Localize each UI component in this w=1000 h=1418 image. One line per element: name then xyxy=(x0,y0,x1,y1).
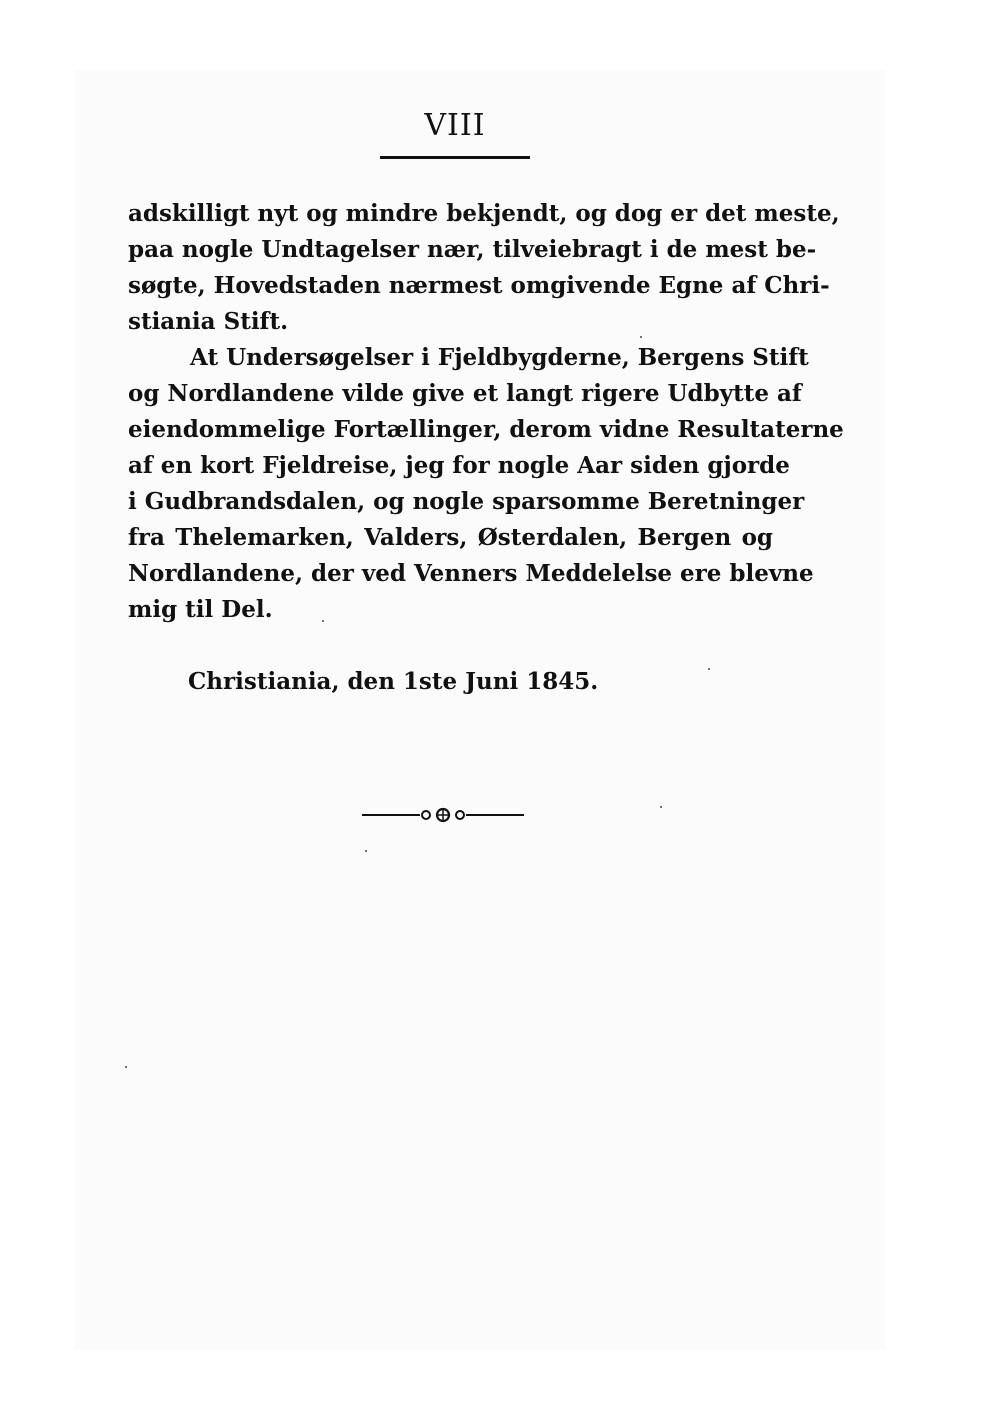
text-line: paa nogle Undtagelser nær, tilveiebragt i de mest be- xyxy=(128,236,817,263)
place-date-signature: Christiania, den 1ste Juni 1845. xyxy=(188,668,599,695)
text-line: Nordlandene, der ved Venners Meddelelse ere blevne xyxy=(128,560,814,587)
paper-speck xyxy=(365,850,367,852)
text-line: stiania Stift. xyxy=(128,308,289,335)
text-line: og Nordlandene vilde give et langt rigere Udbytte af xyxy=(128,380,802,407)
page-number: VIII xyxy=(424,108,486,143)
text-line: af en kort Fjeldreise, jeg for nogle Aar siden gjorde xyxy=(128,452,790,479)
body-text xyxy=(128,196,844,628)
paper-speck xyxy=(708,668,710,670)
paper-speck xyxy=(322,620,324,622)
text-line: adskilligt nyt og mindre bekjendt, og dog er det meste, xyxy=(128,200,840,227)
text-line: søgte, Hovedstaden nærmest omgivende Egne af Chri- xyxy=(128,272,830,299)
paper-speck xyxy=(640,336,642,338)
text-line: At Undersøgelser i Fjeldbygderne, Bergens Stift xyxy=(190,344,809,371)
paragraph-1 xyxy=(128,196,840,340)
text-line: eiendommelige Fortællinger, derom vidne Resultaterne xyxy=(128,416,844,443)
paper-speck xyxy=(125,1066,127,1068)
paper-speck xyxy=(660,806,662,808)
header-rule xyxy=(380,156,530,159)
text-line: mig til Del. xyxy=(128,596,273,623)
paragraph-2 xyxy=(128,340,844,628)
text-line: i Gudbrandsdalen, og nogle sparsomme Beretninger xyxy=(128,488,805,515)
ornament-divider-icon xyxy=(362,806,524,824)
text-line: fra Thelemarken, Valders, Østerdalen, Bergen og xyxy=(128,524,773,551)
